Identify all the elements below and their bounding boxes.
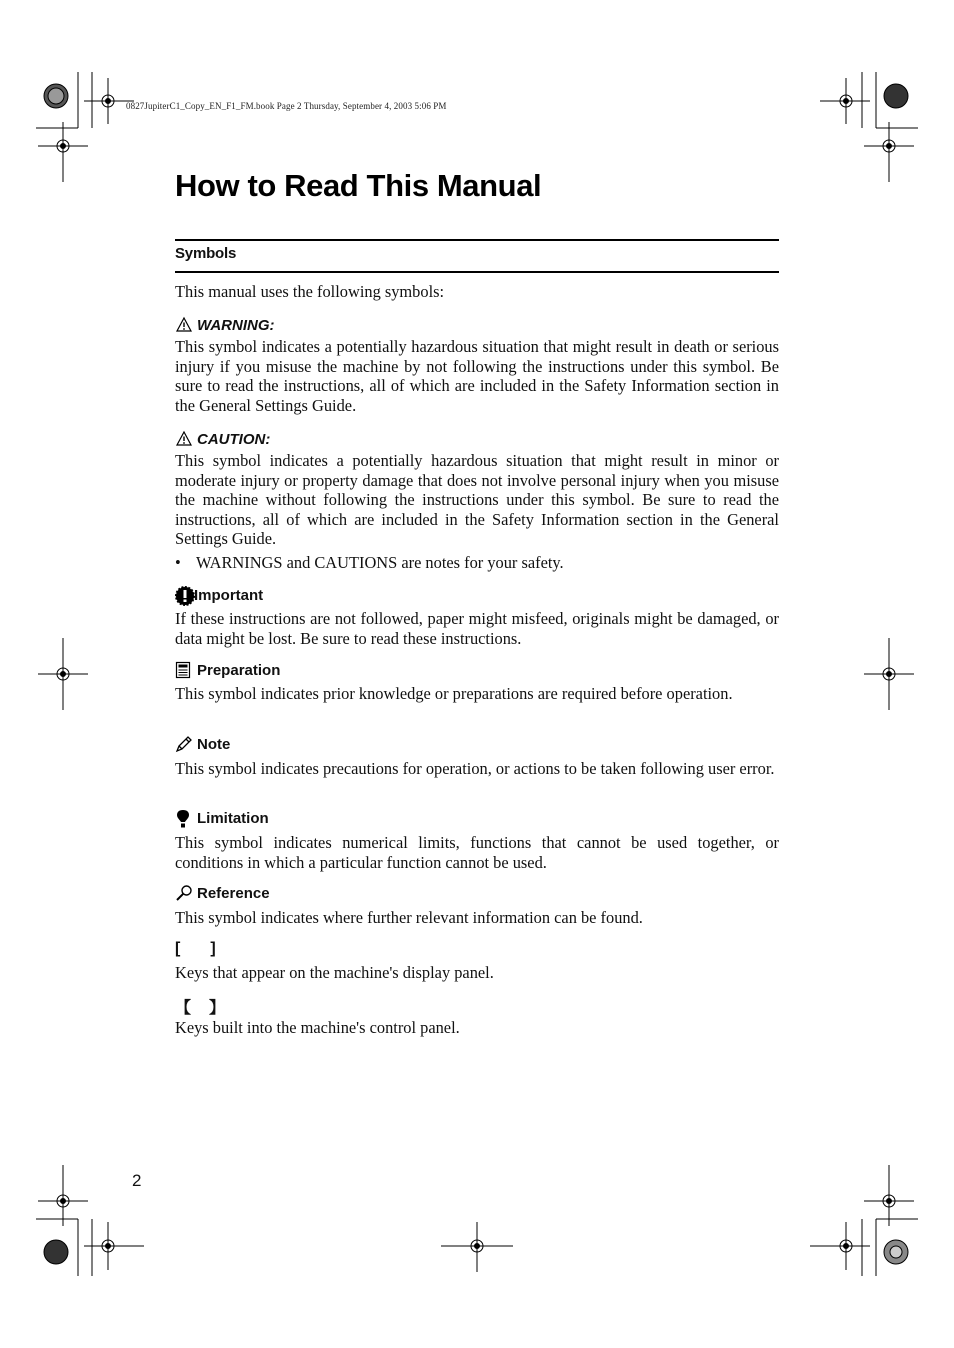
- preparation-label: [175, 661, 280, 679]
- display-key-open: [: [175, 940, 181, 957]
- preparation-icon: [175, 661, 193, 679]
- display-key-symbol: [175, 940, 216, 958]
- pencil-icon: [175, 735, 193, 753]
- section-rule-bottom: [175, 271, 779, 273]
- warning-label-text: WARNING:: [197, 316, 275, 334]
- caution-label-text: CAUTION:: [197, 430, 271, 448]
- display-keys-text: Keys that appear on the machine's display panel.: [175, 963, 494, 982]
- warning-label: [175, 316, 275, 334]
- page-number: 2: [132, 1171, 142, 1190]
- reference-label: [175, 884, 270, 902]
- control-key-open: 【: [175, 1000, 192, 1017]
- reference-text: This symbol indicates where further relevant information can be found.: [175, 908, 643, 927]
- caution-label: [175, 430, 270, 448]
- magnifier-icon: [175, 884, 193, 902]
- section-heading: Symbols: [175, 245, 237, 262]
- reference-label-text: Reference: [197, 884, 270, 902]
- section-rule-top: [175, 239, 779, 241]
- note-text: This symbol indicates precautions for operation, or actions to be taken following user error.: [175, 759, 775, 778]
- limitation-label: [175, 809, 269, 827]
- control-key-close: 】: [209, 1000, 226, 1017]
- warning-triangle-icon: [175, 316, 193, 334]
- safety-bullet-text: WARNINGS and CAUTIONS are notes for your safety.: [196, 553, 564, 572]
- caution-triangle-icon: [175, 430, 193, 448]
- control-keys-text: Keys built into the machine's control panel.: [175, 1018, 460, 1037]
- bullet-dot: •: [175, 553, 181, 572]
- important-icon: [175, 586, 193, 604]
- print-header: 0827JupiterC1_Copy_EN_F1_FM.book Page 2 Thursday, September 4, 2003 5:06 PM: [126, 101, 447, 111]
- control-key-symbol: [175, 995, 225, 1018]
- preparation-label-text: Preparation: [197, 661, 281, 679]
- intro-text: This manual uses the following symbols:: [175, 282, 445, 301]
- warning-text: This symbol indicates a potentially hazardous situation that might result in death or serious injury if you misuse the machine by not following the instructions under this symbol. Be sure to read the instructions, all of which are included in the Safety Information section in the General Settings Guide.: [175, 337, 779, 415]
- important-label: [175, 586, 263, 604]
- note-label-text: Note: [197, 735, 231, 753]
- limitation-label-text: Limitation: [197, 809, 269, 827]
- limitation-text: This symbol indicates numerical limits, functions that cannot be used together, or conditions in which a particular function cannot be used.: [175, 833, 779, 872]
- limitation-icon: [175, 809, 193, 827]
- important-label-text: Important: [194, 586, 264, 604]
- important-text: If these instructions are not followed, paper might misfeed, originals might be damaged, or data might be lost. Be sure to read these instructions.: [175, 609, 779, 648]
- preparation-text: This symbol indicates prior knowledge or preparations are required before operation.: [175, 684, 733, 703]
- display-key-close: ]: [210, 940, 216, 957]
- caution-text: This symbol indicates a potentially hazardous situation that might result in minor or moderate injury or property damage that does not involve personal injury when you misuse the machine without following the instructions under this symbol. Be sure to read the instructions, all of which are included in the Safety Information section in the General Settings Guide.: [175, 451, 779, 549]
- safety-bullet: [175, 553, 564, 573]
- note-label: [175, 735, 230, 753]
- page-title: How to Read This Manual: [175, 168, 542, 203]
